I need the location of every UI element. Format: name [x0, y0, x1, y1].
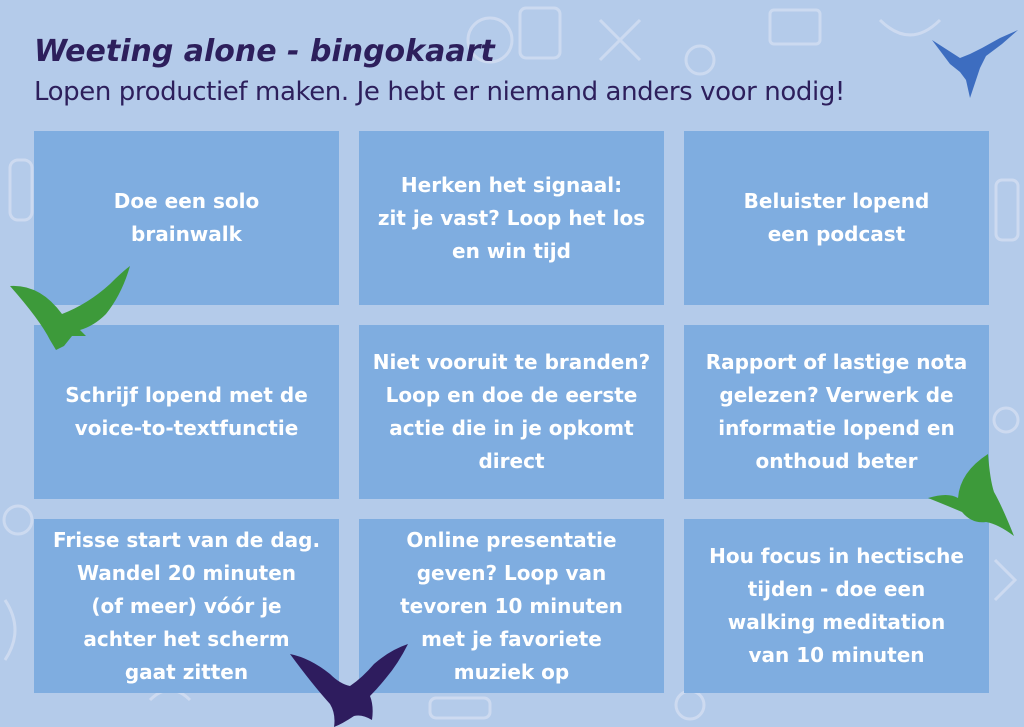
bingo-cell-text: Hou focus in hectische tijden - doe een walking meditation van 10 minuten	[709, 544, 964, 667]
bingo-cell	[684, 131, 989, 305]
flying-bird-icon	[10, 264, 132, 354]
page-subtitle: Lopen productief maken. Je hebt er niemand anders voor nodig!	[34, 77, 845, 107]
bingo-cell-text: Rapport of lastige nota gelezen? Verwerk de informatie lopend en onthoud beter	[705, 350, 968, 473]
hummingbird-icon	[930, 28, 1020, 100]
bingo-cell-text: Frisse start van de dag. Wandel 20 minuten (of meer) vóór je achter het scherm gaat zitten	[52, 527, 321, 684]
bingo-grid	[34, 131, 990, 693]
bingo-cell-text: Herken het signaal: zit je vast? Loop het los en win tijd	[377, 172, 646, 263]
bingo-cell-text: Schrijf lopend met de voice-to-textfunctie	[65, 383, 308, 440]
bingo-cell-text: Niet vooruit te branden? Loop en doe de eerste actie die in je opkomt direct	[372, 350, 651, 473]
bingo-cell	[359, 131, 664, 305]
bingo-cell	[359, 325, 664, 499]
bingo-cell-text: Online presentatie geven? Loop van tevoren 10 minuten met je favoriete muziek op	[400, 527, 623, 684]
bingo-cell-text: Doe een solo brainwalk	[113, 189, 260, 246]
eagle-icon	[290, 644, 410, 727]
small-bird-icon	[928, 452, 1016, 542]
bingo-cell	[684, 519, 989, 693]
bingo-cell-text: Beluister lopend een podcast	[743, 189, 930, 246]
page-title: Weeting alone - bingokaart	[34, 34, 495, 69]
